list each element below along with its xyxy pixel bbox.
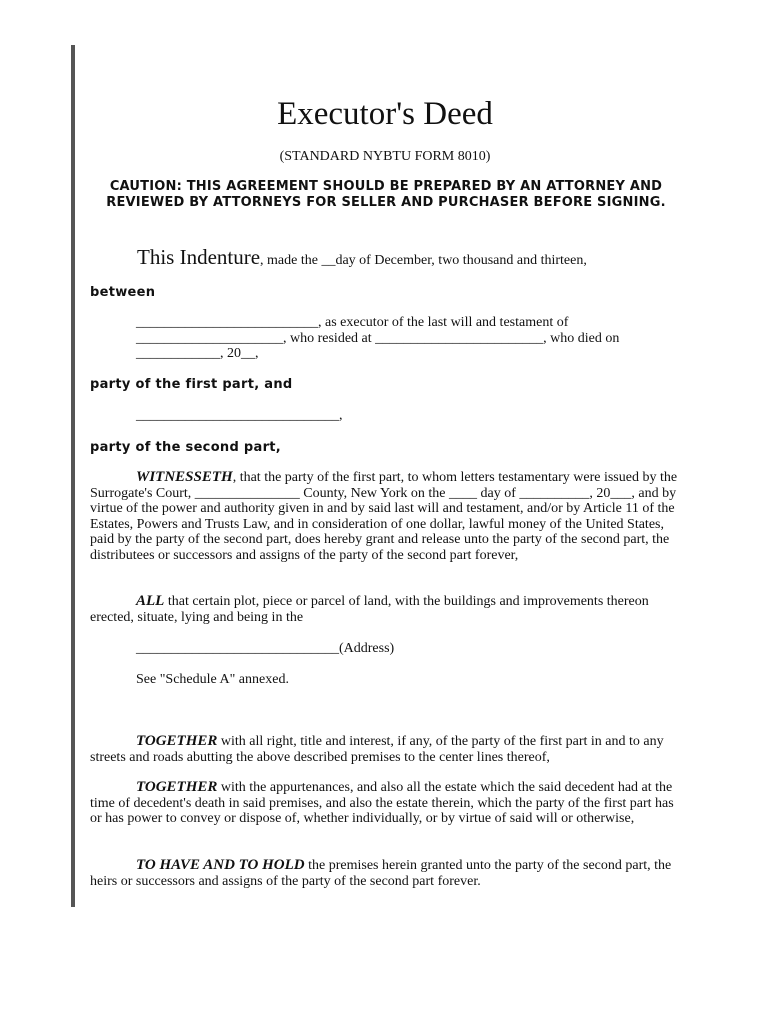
caution-notice: CAUTION: THIS AGREEMENT SHOULD BE PREPARED BY AN ATTORNEY AND REVIEWED BY ATTORNEYS FOR SELLER AND PURCHASER BEFORE SIGNING. — [106, 179, 666, 210]
witnesseth-text: , that the party of the first part, to whom letters testamentary were issued by the Surrogate's Court, _______________ County, New York on the ____ day of __________, 20___, and by virtue of the power and authority given in and by said last will and testament, and/or by Article 11 of the Estates, Powers and Trusts Law, and in consideration of one dollar, lawful money of the United States, paid by the party of the second part, does hereby grant and release unto the party of the second part, the distributees or successors and assigns of the party of the second part forever, — [90, 470, 678, 563]
together-paragraph-1 — [90, 734, 680, 765]
first-party-label: party of the first part, and — [90, 377, 293, 392]
all-paragraph — [90, 594, 680, 625]
executor-block: __________________________, as executor of the last will and testament of _____________________, who resided at ________________________, who died on ____________, 20__, — [136, 315, 620, 361]
indenture-lead: This Indenture — [137, 245, 261, 269]
habendum-lead: TO HAVE AND TO HOLD — [136, 857, 305, 873]
schedule-note: See "Schedule A" annexed. — [136, 672, 289, 687]
all-lead: ALL — [136, 593, 165, 609]
document-title: Executor's Deed — [277, 96, 493, 132]
address-line: _____________________________(Address) — [136, 641, 395, 656]
second-party-label: party of the second part, — [90, 440, 282, 455]
form-subtitle: (STANDARD NYBTU FORM 8010) — [279, 149, 491, 164]
between-label: between — [90, 285, 156, 300]
together2-text: with the appurtenances, and also all the estate which the said decedent had at the time of decedent's death in said premises, and also the estate therein, which the party of the first part has or has power to convey or dispose of, whether individually, or by virtue of said will or otherwise, — [90, 780, 674, 826]
together1-lead: TOGETHER — [136, 733, 218, 749]
together1-text: with all right, title and interest, if any, of the party of the first part in and to any streets and roads abutting the above described premises to the center lines thereof, — [90, 734, 664, 765]
witnesseth-lead: WITNESSETH — [136, 469, 233, 485]
indenture-line — [137, 245, 587, 270]
all-text: that certain plot, piece or parcel of land, with the buildings and improvements thereon erected, situate, lying and being in the — [90, 594, 649, 625]
indenture-text: , made the __day of December, two thousand and thirteen, — [260, 253, 587, 268]
witnesseth-paragraph — [90, 470, 680, 563]
left-margin-rule — [71, 45, 75, 907]
habendum-text: the premises herein granted unto the party of the second part, the heirs or successors and assigns of the party of the second part forever. — [90, 858, 672, 889]
second-party-blank: _____________________________, — [136, 408, 343, 423]
together-paragraph-2 — [90, 780, 680, 827]
together2-lead: TOGETHER — [136, 779, 218, 795]
habendum-paragraph — [90, 858, 680, 889]
